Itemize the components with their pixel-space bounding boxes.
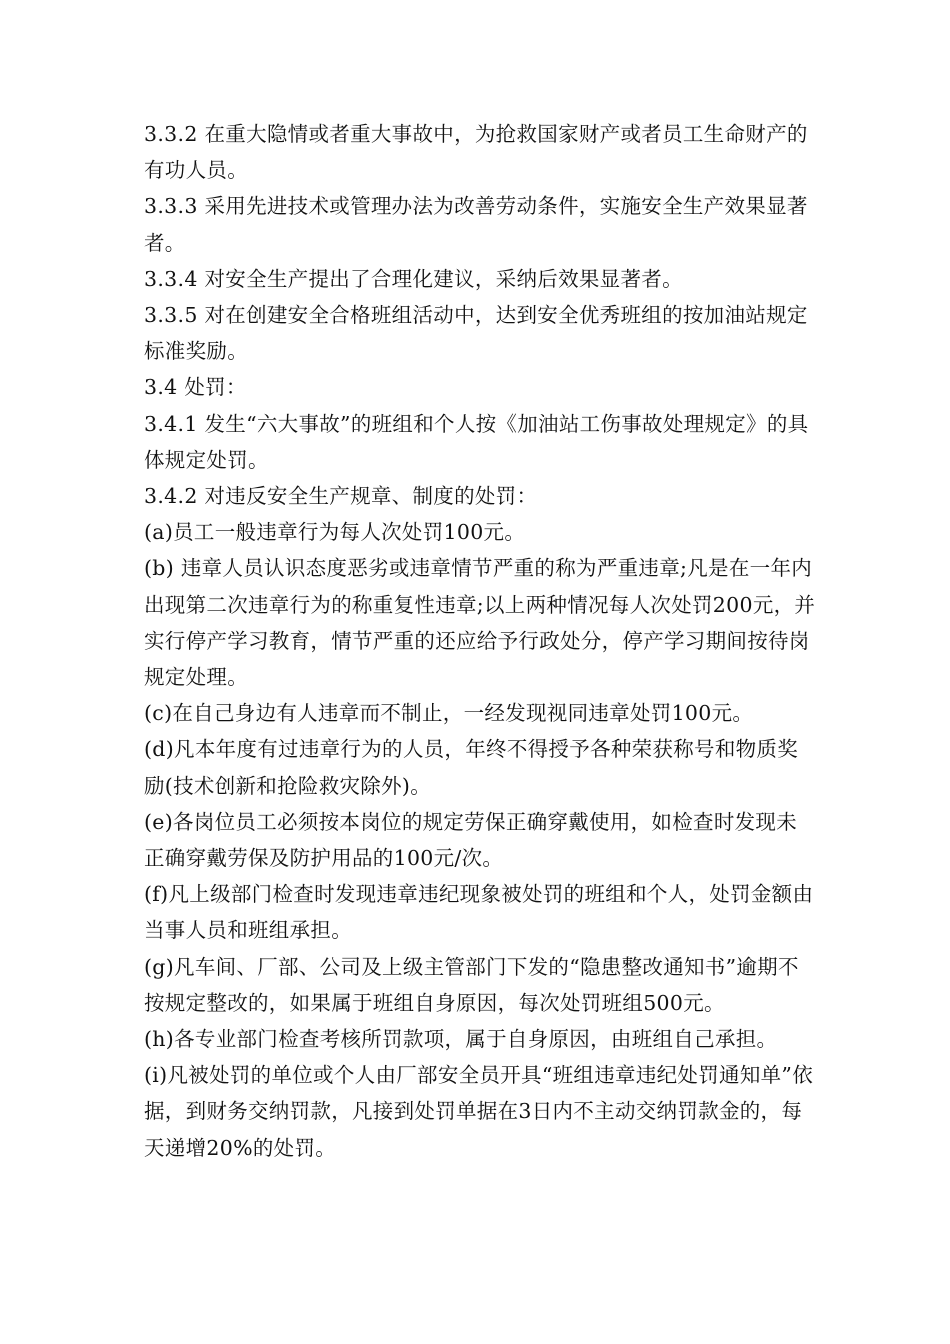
heading-3-4-penalties: 3.4 处罚： [144, 375, 247, 400]
paragraph-3-4-2: 3.4.2 对违反安全生产规章、制度的处罚： [144, 484, 538, 509]
paragraph-3-3-3: 3.3.3 采用先进技术或管理办法为改善劳动条件，实施安全生产效果显著者。 [144, 194, 808, 255]
paragraph-3-3-4: 3.3.4 对安全生产提出了合理化建议，采纳后效果显著者。 [144, 266, 683, 291]
penalty-item-f: (f)凡上级部门检查时发现违章违纪现象被处罚的班组和个人，处罚金额由当事人员和班组承担。 [144, 882, 814, 943]
penalty-item-b: (b) 违章人员认识态度恶劣或违章情节严重的称为严重违章;凡是在一年内出现第二次违章行为的称重复性违章;以上两种情况每人次处罚200元，并实行停产学习教育，情节严重的还应给予行政处分，停产学习期间按待岗规定处理。 [144, 556, 816, 690]
penalty-item-g: (g)凡车间、厂部、公司及上级主管部门下发的“隐患整改通知书”逾期不按规定整改的，如果属于班组自身原因，每次处罚班组500元。 [144, 954, 799, 1015]
penalty-item-i: (i)凡被处罚的单位或个人由厂部安全员开具“班组违章违纪处罚通知单”依据，到财务交纳罚款，凡接到处罚单据在3日内不主动交纳罚款金的，每天递增20%的处罚。 [144, 1063, 814, 1160]
penalty-item-a: (a)员工一般违章行为每人次处罚100元。 [144, 520, 526, 545]
paragraph-3-4-1: 3.4.1 发生“六大事故”的班组和个人按《加油站工伤事故处理规定》的具体规定处罚。 [144, 411, 809, 472]
paragraph-3-3-2: 3.3.2 在重大隐情或者重大事故中，为抢救国家财产或者员工生命财产的有功人员。 [144, 122, 808, 183]
penalty-item-h: (h)各专业部门检查考核所罚款项，属于自身原因，由班组自己承担。 [144, 1027, 778, 1052]
paragraph-3-3-5: 3.3.5 对在创建安全合格班组活动中，达到安全优秀班组的按加油站规定标准奖励。 [144, 303, 808, 364]
penalty-item-c: (c)在自己身边有人违章而不制止，一经发现视同违章处罚100元。 [144, 701, 754, 726]
document-body [144, 116, 816, 1166]
penalty-item-e: (e)各岗位员工必须按本岗位的规定劳保正确穿戴使用，如检查时发现未正确穿戴劳保及防护用品的100元/次。 [144, 809, 798, 871]
penalty-item-d: (d)凡本年度有过违章行为的人员，年终不得授予各种荣获称号和物质奖励(技术创新和抢险救灾除外)。 [144, 737, 799, 798]
